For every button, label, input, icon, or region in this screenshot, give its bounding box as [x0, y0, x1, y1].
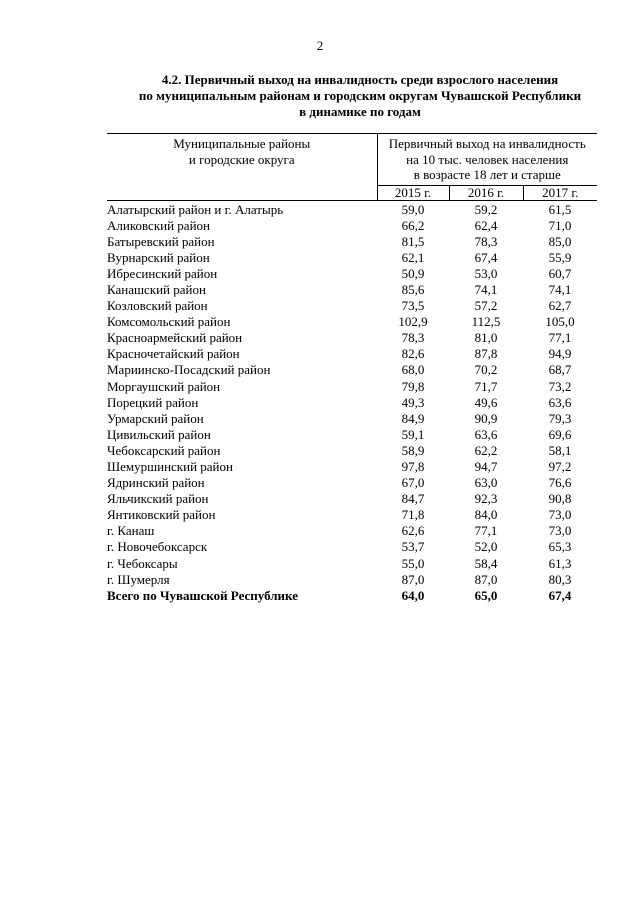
table-row: Вурнарский район 62,1 67,4 55,9: [107, 249, 572, 265]
table-row: Ядринский район 67,0 63,0 76,6: [107, 475, 572, 491]
table-row: Моргаушский район 79,8 71,7 73,2: [107, 378, 572, 394]
table-row: Батыревский район 81,5 78,3 85,0: [107, 233, 572, 249]
table-row: Мариинско-Посадский район 68,0 70,2 68,7: [107, 362, 572, 378]
table-row: Красноармейский район 78,3 81,0 77,1: [107, 330, 572, 346]
page-title: [80, 72, 640, 120]
title-line: 4.2. Первичный выход на инвалидность среди взрослого населения: [161, 72, 559, 87]
table-body: [107, 200, 597, 604]
table-row: г. Новочебоксарск 53,7 52,0 65,3: [107, 539, 572, 555]
table-row: Шемуршинский район 97,8 94,7 97,2: [107, 459, 572, 474]
table-row: Канашский район 85,6 74,1 74,1: [107, 281, 572, 297]
table-row: г. Шумерля 87,0 87,0 80,3: [107, 571, 572, 587]
disability-table: [107, 133, 597, 604]
table-row: Порецкий район 49,3 49,6 63,6: [107, 394, 572, 410]
region-column-header: Муниципальные районы и городские округа: [107, 134, 377, 201]
table-row: Аликовский район 66,2 62,4 71,0: [107, 217, 572, 233]
table-row: г. Канаш 62,6 77,1 73,0: [107, 523, 572, 539]
year-header-2016: 2016 г.: [449, 185, 523, 200]
table-row: г. Чебоксары 55,0 58,4 61,3: [107, 555, 572, 571]
table-row: Козловский район 73,5 57,2 62,7: [107, 298, 572, 314]
title-line: в динамике по годам: [299, 104, 421, 119]
table-row: Ибресинский район 50,9 53,0 60,7: [107, 265, 572, 281]
group-column-header: Первичный выход на инвалидность на 10 тыс. человек населения в возрасте 18 лет и старше: [377, 134, 597, 186]
year-header-2015: 2015 г.: [377, 185, 449, 200]
total-row: Всего по Чувашской Республике 64,0 65,0 67,4: [107, 587, 572, 603]
table-row: Яльчикский район 84,7 92,3 90,8: [107, 491, 572, 507]
table-row: Алатырский район и г. Алатырь 59,0 59,2 61,5: [107, 201, 572, 217]
table-row: Цивильский район 59,1 63,6 69,6: [107, 426, 572, 442]
table-row: Урмарский район 84,9 90,9 79,3: [107, 410, 572, 426]
year-header-2017: 2017 г.: [523, 185, 597, 200]
title-line: по муниципальным районам и городским округам Чувашской Республики: [138, 88, 582, 103]
table-row: Янтиковский район 71,8 84,0 73,0: [107, 507, 572, 523]
table-row: Красночетайский район 82,6 87,8 94,9: [107, 346, 572, 362]
table-row: Чебоксарский район 58,9 62,2 58,1: [107, 442, 572, 458]
table-row: Комсомольский район 102,9 112,5 105,0: [107, 314, 575, 330]
page-number: 2: [316, 38, 324, 53]
